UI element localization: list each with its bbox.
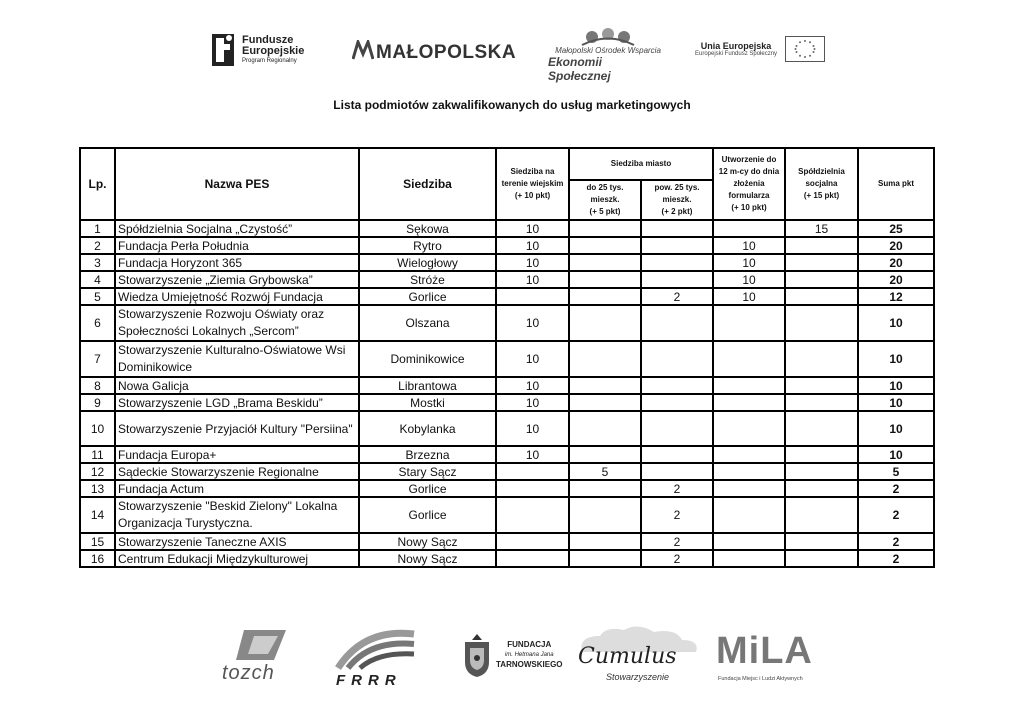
cell-nazwa <box>115 497 359 533</box>
cell-nazwa: Stowarzyszenie LGD „Brama Beskidu” <box>115 394 359 411</box>
table-row <box>80 480 934 497</box>
table-row <box>80 220 934 237</box>
header-utw-l5: (+ 10 pkt) <box>731 203 767 212</box>
cell-do25 <box>569 377 641 394</box>
cell-lp: 10 <box>80 411 115 446</box>
cell-suma: 10 <box>858 377 934 394</box>
cell-nazwa: Fundacja Europa+ <box>115 446 359 463</box>
cell-utw: 10 <box>713 254 785 271</box>
cell-pow25 <box>641 305 713 341</box>
cell-suma: 10 <box>858 305 934 341</box>
cell-siedziba: Gorlice <box>359 497 496 533</box>
cell-nazwa: Stowarzyszenie Przyjaciół Kultury "Persiina" <box>115 411 359 446</box>
header-utw-l4: formularza <box>728 191 770 200</box>
cell-wies <box>496 480 569 497</box>
header-do25-l2: mieszk. <box>590 195 620 204</box>
header-suma: Suma pkt <box>858 148 934 220</box>
cell-sp <box>785 411 858 446</box>
cell-utw <box>713 377 785 394</box>
header-lp: Lp. <box>80 148 115 220</box>
mows-logo <box>548 28 668 83</box>
cell-siedziba: Sękowa <box>359 220 496 237</box>
cell-sp <box>785 497 858 533</box>
cell-pow25 <box>641 377 713 394</box>
cell-wies: 10 <box>496 394 569 411</box>
qualified-entities-table <box>79 147 935 568</box>
table-row <box>80 288 934 305</box>
cell-siedziba: Wielogłowy <box>359 254 496 271</box>
header-pow25-l2: mieszk. <box>662 195 692 204</box>
header-sp-l1: Spółdzielnia <box>798 167 845 176</box>
cell-utw <box>713 305 785 341</box>
mows-line-1: Małopolski Ośrodek Wsparcia <box>555 46 661 55</box>
cell-do25 <box>569 305 641 341</box>
header-utw-l3: złożenia <box>733 179 765 188</box>
cell-siedziba: Stróże <box>359 271 496 288</box>
cell-do25 <box>569 220 641 237</box>
table-row <box>80 411 934 446</box>
tozch-wordmark: tozch <box>222 662 275 684</box>
cell-do25: 5 <box>569 463 641 480</box>
cell-siedziba: Brzezna <box>359 446 496 463</box>
cell-wies: 10 <box>496 220 569 237</box>
header-sp-l2: socjalna <box>805 179 838 188</box>
cell-sp <box>785 271 858 288</box>
cell-siedziba: Mostki <box>359 394 496 411</box>
table-row <box>80 497 934 533</box>
cell-suma: 10 <box>858 394 934 411</box>
cell-utw: 10 <box>713 237 785 254</box>
cell-utw <box>713 394 785 411</box>
cell-lp: 13 <box>80 480 115 497</box>
frrr-wordmark: FRRR <box>336 672 402 689</box>
unia-europejska-logo <box>695 36 825 62</box>
cell-wies: 10 <box>496 237 569 254</box>
cell-sp <box>785 254 858 271</box>
cell-nazwa: Stowarzyszenie „Ziemia Grybowska” <box>115 271 359 288</box>
mows-line-2: Ekonomii Społecznej <box>548 55 611 83</box>
table-row <box>80 550 934 567</box>
cell-nazwa <box>115 305 359 341</box>
cell-suma: 10 <box>858 446 934 463</box>
cell-pow25 <box>641 341 713 377</box>
cell-suma: 20 <box>858 237 934 254</box>
cell-suma: 2 <box>858 480 934 497</box>
cell-utw <box>713 550 785 567</box>
cell-lp: 12 <box>80 463 115 480</box>
cell-lp: 15 <box>80 533 115 550</box>
fe-line-1: Fundusze <box>242 34 294 46</box>
cell-nazwa <box>115 341 359 377</box>
cell-do25 <box>569 411 641 446</box>
cell-lp: 5 <box>80 288 115 305</box>
cell-do25 <box>569 341 641 377</box>
mila-logo <box>716 630 828 690</box>
cell-siedziba: Kobylanka <box>359 411 496 446</box>
cell-sp <box>785 446 858 463</box>
header-miasto: Siedziba miasto <box>569 148 713 180</box>
cell-siedziba: Nowy Sącz <box>359 533 496 550</box>
cell-suma: 20 <box>858 271 934 288</box>
cell-wies: 10 <box>496 254 569 271</box>
cell-pow25: 2 <box>641 533 713 550</box>
frrr-logo <box>334 628 420 690</box>
cell-wies <box>496 533 569 550</box>
cell-siedziba: Rytro <box>359 237 496 254</box>
header-pow25-l3: (+ 2 pkt) <box>661 207 693 216</box>
cell-nazwa-line-2: Organizacja Turystyczna. <box>118 516 253 530</box>
cell-suma: 5 <box>858 463 934 480</box>
cell-suma: 2 <box>858 533 934 550</box>
header-do25-l1: do 25 tys. <box>586 183 624 192</box>
cell-suma: 12 <box>858 288 934 305</box>
cell-wies: 10 <box>496 271 569 288</box>
header-spoldzielnia <box>785 148 858 220</box>
cell-nazwa-line-1: Stowarzyszenie Kulturalno-Oświatowe Wsi <box>118 343 346 357</box>
cell-wies: 10 <box>496 305 569 341</box>
cell-nazwa: Sądeckie Stowarzyszenie Regionalne <box>115 463 359 480</box>
cell-pow25: 2 <box>641 550 713 567</box>
cell-lp: 8 <box>80 377 115 394</box>
table-row <box>80 237 934 254</box>
header-utw-l2: 12 m-cy do dnia <box>718 167 780 176</box>
cell-suma: 20 <box>858 254 934 271</box>
cell-lp: 4 <box>80 271 115 288</box>
cell-nazwa: Fundacja Actum <box>115 480 359 497</box>
header-wies-l3: (+ 10 pkt) <box>514 191 551 200</box>
cell-wies: 10 <box>496 446 569 463</box>
table-row <box>80 446 934 463</box>
cell-nazwa-line-2: Dominikowice <box>118 360 193 374</box>
table-row <box>80 305 934 341</box>
cell-lp: 9 <box>80 394 115 411</box>
cell-utw <box>713 411 785 446</box>
cumulus-logo <box>572 624 706 688</box>
header-sp-l3: (+ 15 pkt) <box>803 191 840 200</box>
table-row <box>80 377 934 394</box>
cell-sp: 15 <box>785 220 858 237</box>
cell-lp: 11 <box>80 446 115 463</box>
cell-nazwa: Fundacja Horyzont 365 <box>115 254 359 271</box>
cell-sp <box>785 288 858 305</box>
table-row <box>80 463 934 480</box>
malopolska-emblem-icon <box>352 40 374 66</box>
cell-utw <box>713 446 785 463</box>
cell-do25 <box>569 446 641 463</box>
header-utworzenie <box>713 148 785 220</box>
cell-pow25: 2 <box>641 480 713 497</box>
cell-sp <box>785 550 858 567</box>
cell-pow25 <box>641 411 713 446</box>
cell-nazwa: Stowarzyszenie Taneczne AXIS <box>115 533 359 550</box>
table-row <box>80 533 934 550</box>
header-pow25-l1: pow. 25 tys. <box>654 183 700 192</box>
cell-wies <box>496 463 569 480</box>
table-row <box>80 271 934 288</box>
table-row <box>80 254 934 271</box>
cell-lp: 14 <box>80 497 115 533</box>
cell-pow25 <box>641 237 713 254</box>
ue-line-1: Unia Europejska <box>700 41 772 51</box>
coat-of-arms-icon <box>462 632 492 678</box>
fe-line-2: Europejskie <box>242 45 305 57</box>
cell-sp <box>785 533 858 550</box>
cell-pow25 <box>641 271 713 288</box>
cell-wies <box>496 497 569 533</box>
cell-pow25 <box>641 220 713 237</box>
cell-lp: 3 <box>80 254 115 271</box>
cell-nazwa: Centrum Edukacji Międzykulturowej <box>115 550 359 567</box>
cell-do25 <box>569 288 641 305</box>
cell-lp: 2 <box>80 237 115 254</box>
cell-siedziba: Gorlice <box>359 288 496 305</box>
cell-nazwa-line-2: Społeczności Lokalnych „Sercom” <box>118 324 299 338</box>
cell-pow25: 2 <box>641 288 713 305</box>
cell-pow25: 2 <box>641 497 713 533</box>
cell-nazwa: Wiedza Umiejętność Rozwój Fundacja <box>115 288 359 305</box>
cell-pow25 <box>641 463 713 480</box>
cell-utw <box>713 463 785 480</box>
header-nazwa: Nazwa PES <box>115 148 359 220</box>
cell-wies <box>496 288 569 305</box>
cell-sp <box>785 377 858 394</box>
table-row <box>80 341 934 377</box>
cell-nazwa-line-1: Stowarzyszenie Rozwoju Oświaty oraz <box>118 307 325 321</box>
cell-siedziba: Dominikowice <box>359 341 496 377</box>
cumulus-subtitle: Stowarzyszenie <box>606 672 670 682</box>
cell-utw <box>713 341 785 377</box>
malopolska-wordmark: MAŁOPOLSKA <box>376 42 517 63</box>
cell-lp: 1 <box>80 220 115 237</box>
cell-do25 <box>569 550 641 567</box>
mila-wordmark: MiLA <box>716 630 813 672</box>
cell-do25 <box>569 271 641 288</box>
cell-pow25 <box>641 254 713 271</box>
cell-nazwa-line-1: Stowarzyszenie "Beskid Zielony" Lokalna <box>118 499 338 513</box>
cell-siedziba: Stary Sącz <box>359 463 496 480</box>
cell-lp: 7 <box>80 341 115 377</box>
header-pow25 <box>641 180 713 220</box>
ue-line-2: Europejski Fundusz Społeczny <box>695 51 778 57</box>
malopolska-logo <box>352 40 516 66</box>
header-do25-l3: (+ 5 pkt) <box>589 207 621 216</box>
tozch-emblem-icon <box>234 628 294 662</box>
cell-do25 <box>569 480 641 497</box>
frrr-swoosh-icon <box>334 628 418 670</box>
cell-suma: 2 <box>858 550 934 567</box>
fe-line-3: Program Regionalny <box>242 58 297 64</box>
cell-sp <box>785 463 858 480</box>
tozch-logo <box>218 628 310 690</box>
eu-flag-icon <box>785 36 825 62</box>
cell-nazwa: Spółdzielnia Socjalna „Czystość” <box>115 220 359 237</box>
cell-pow25 <box>641 394 713 411</box>
cell-wies <box>496 550 569 567</box>
footer-logos <box>0 620 1024 700</box>
cell-sp <box>785 237 858 254</box>
cell-do25 <box>569 394 641 411</box>
cell-wies: 10 <box>496 411 569 446</box>
cell-utw <box>713 220 785 237</box>
cell-lp: 16 <box>80 550 115 567</box>
cell-siedziba: Nowy Sącz <box>359 550 496 567</box>
cell-lp: 6 <box>80 305 115 341</box>
cell-do25 <box>569 254 641 271</box>
header-wies-l1: Siedziba na <box>510 167 555 176</box>
cell-siedziba: Olszana <box>359 305 496 341</box>
cell-do25 <box>569 533 641 550</box>
header-siedziba: Siedziba <box>359 148 496 220</box>
mows-emblem-icon <box>578 28 638 46</box>
cell-sp <box>785 305 858 341</box>
cell-sp <box>785 341 858 377</box>
fjt-line-1: FUNDACJA <box>507 640 552 649</box>
cell-wies: 10 <box>496 377 569 394</box>
cumulus-wordmark: Cumulus <box>578 644 677 669</box>
header-logos <box>0 28 1024 83</box>
cell-utw <box>713 533 785 550</box>
cell-nazwa: Nowa Galicja <box>115 377 359 394</box>
cell-utw <box>713 497 785 533</box>
cell-pow25 <box>641 446 713 463</box>
fe-emblem-icon <box>212 32 236 68</box>
cell-suma: 2 <box>858 497 934 533</box>
header-utw-l1: Utworzenie do <box>721 155 777 164</box>
fjt-line-2: im. Hetmana Jana <box>504 652 554 658</box>
table-row <box>80 394 934 411</box>
cell-siedziba: Gorlice <box>359 480 496 497</box>
cell-do25 <box>569 237 641 254</box>
cell-siedziba: Librantowa <box>359 377 496 394</box>
mila-subtitle: Fundacja Miejsc i Ludzi Aktywnych <box>718 676 803 682</box>
cell-sp <box>785 480 858 497</box>
fjt-line-3: TARNOWSKIEGO <box>496 660 563 669</box>
cell-wies: 10 <box>496 341 569 377</box>
cell-suma: 25 <box>858 220 934 237</box>
cell-utw: 10 <box>713 271 785 288</box>
fundusze-europejskie-logo <box>212 32 304 68</box>
cell-utw <box>713 480 785 497</box>
header-do25 <box>569 180 641 220</box>
cell-utw: 10 <box>713 288 785 305</box>
document-title: Lista podmiotów zakwalifikowanych do usług marketingowych <box>333 98 691 112</box>
cell-sp <box>785 394 858 411</box>
header-wies-l2: terenie wiejskim <box>501 179 564 188</box>
fundacja-tarnowskiego-logo <box>462 632 563 678</box>
cell-nazwa: Fundacja Perła Południa <box>115 237 359 254</box>
cell-suma: 10 <box>858 341 934 377</box>
cell-suma: 10 <box>858 411 934 446</box>
cell-do25 <box>569 497 641 533</box>
header-wies <box>496 148 569 220</box>
